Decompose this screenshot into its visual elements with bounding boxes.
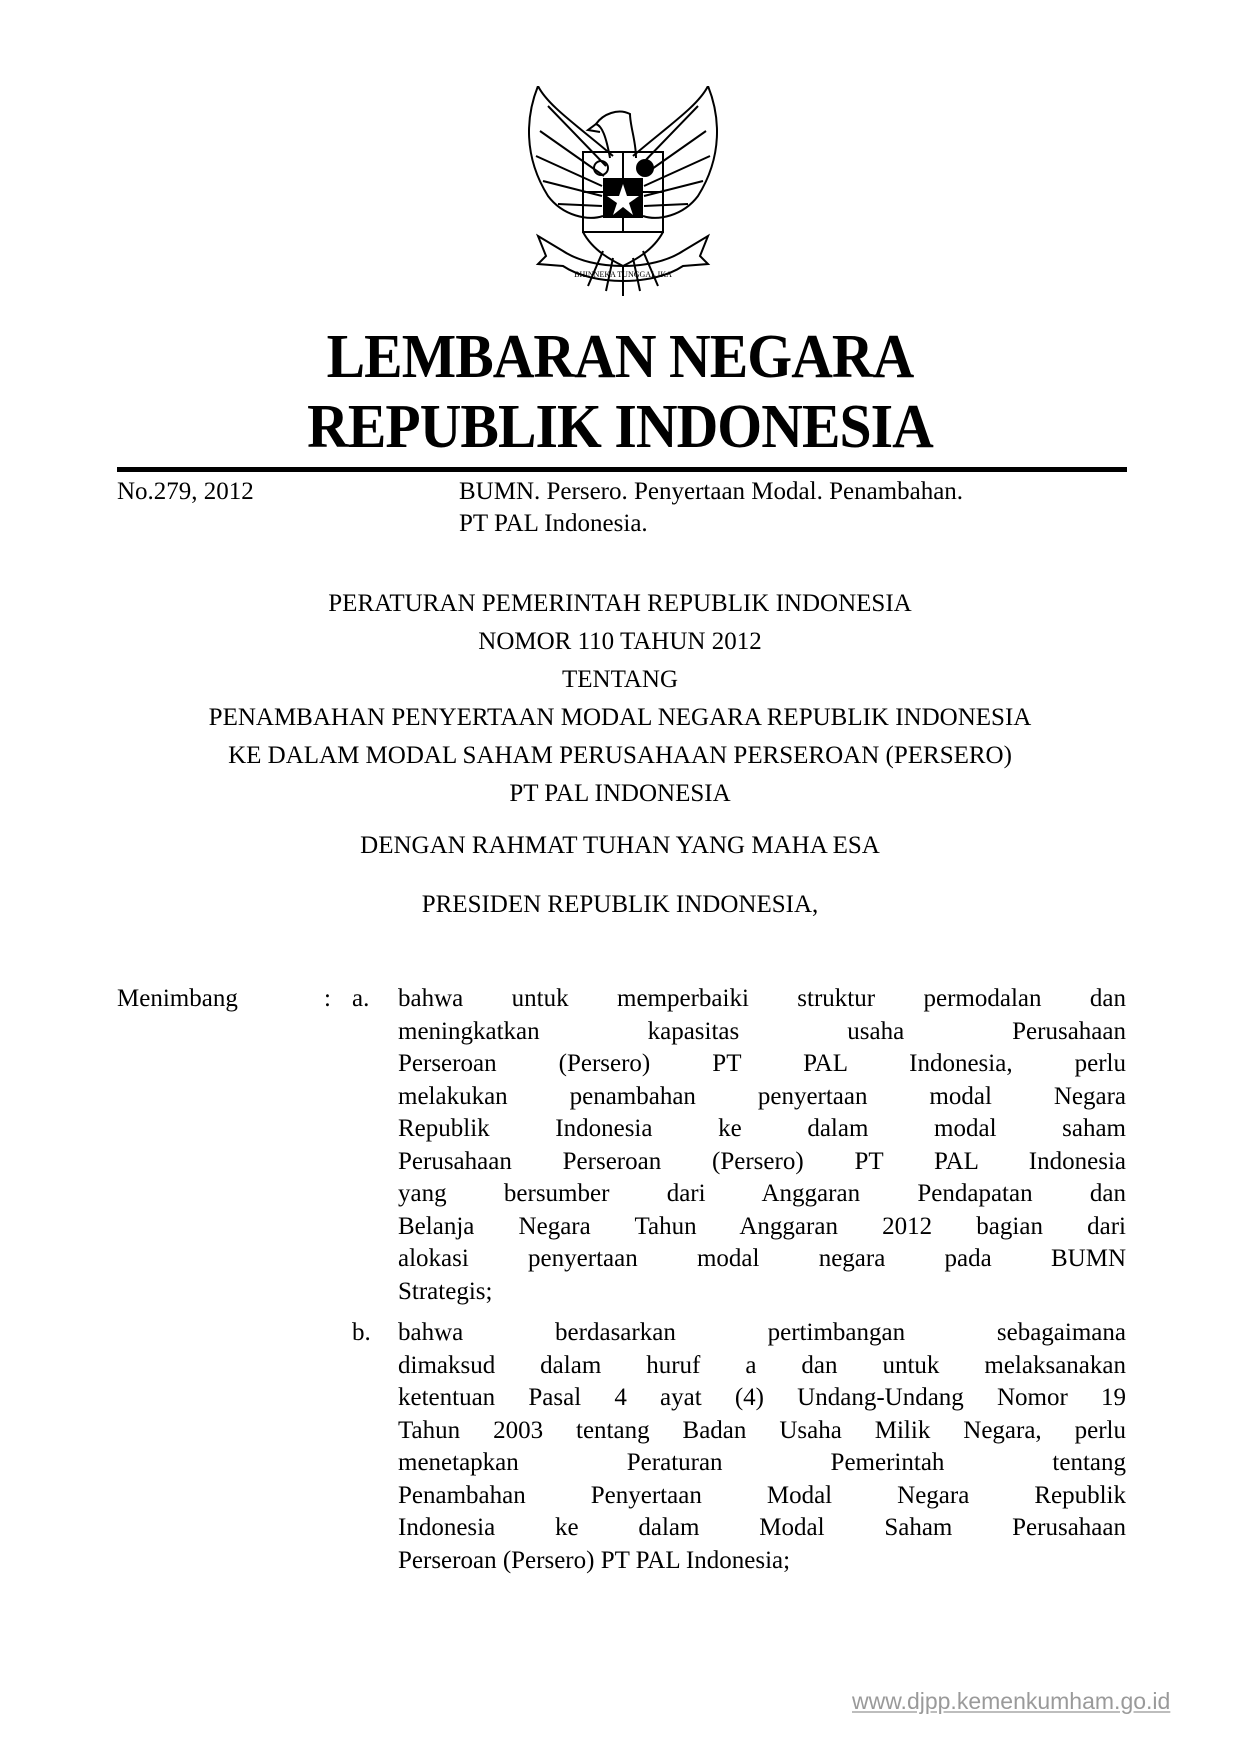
menimbang-item-a (398, 983, 1126, 1308)
text-line: Perseroan (Persero) PT PAL Indonesia; (398, 1546, 791, 1574)
text-line: ketentuan Pasal 4 ayat (4) Undang-Undang Nomor 19 (398, 1384, 1126, 1411)
item-letter-b: b. (352, 1319, 371, 1346)
regulation-subject-line: PENAMBAHAN PENYERTAAN MODAL NEGARA REPUBLIK INDONESIA (208, 704, 1032, 731)
gazette-title-line1: LEMBARAN NEGARA (326, 323, 914, 391)
gazette-number: No.279, 2012 (117, 478, 254, 505)
text-line: Perseroan (Persero) PT PAL Indonesia, perlu (398, 1050, 1126, 1077)
emblem-motto: BHINNEKA TUNGGAL IKA (574, 270, 672, 279)
garuda-emblem-icon (518, 86, 728, 301)
subject-line: PT PAL Indonesia. (459, 510, 648, 537)
text-line: meningkatkan kapasitas usaha Perusahaan (398, 1017, 1126, 1045)
menimbang-item-b (398, 1317, 1126, 1577)
text-line: Republik Indonesia ke dalam modal saham (398, 1115, 1126, 1142)
regulation-subject-line: PT PAL INDONESIA (509, 780, 731, 807)
regulation-subject-line: KE DALAM MODAL SAHAM PERUSAHAAN PERSEROAN (PERSERO) (228, 742, 1012, 769)
text-line: Indonesia ke dalam Modal Saham Perusahaan (398, 1514, 1126, 1541)
text-line: bahwa berdasarkan pertimbangan sebagaimana (398, 1319, 1126, 1346)
text-line: dimaksud dalam huruf a dan untuk melaksanakan (398, 1351, 1126, 1379)
footer-website-link[interactable]: www.djpp.kemenkumham.go.id (852, 1688, 1171, 1714)
regulation-number: NOMOR 110 TAHUN 2012 (478, 628, 762, 655)
regulation-title: PERATURAN PEMERINTAH REPUBLIK INDONESIA (328, 590, 912, 617)
gazette-subject (459, 476, 1139, 540)
menimbang-label: Menimbang (117, 985, 238, 1012)
text-line: melakukan penambahan penyertaan modal Negara (398, 1082, 1126, 1110)
invocation: DENGAN RAHMAT TUHAN YANG MAHA ESA (360, 832, 880, 859)
text-line: Belanja Negara Tahun Anggaran 2012 bagian dari (398, 1212, 1126, 1240)
text-line: Penambahan Penyertaan Modal Negara Republik (398, 1481, 1126, 1509)
text-line: menetapkan Peraturan Pemerintah tentang (398, 1449, 1126, 1476)
gazette-title-line2: REPUBLIK INDONESIA (307, 393, 933, 461)
text-line: alokasi penyertaan modal negara pada BUMN (398, 1245, 1126, 1272)
text-line: Tahun 2003 tentang Badan Usaha Milik Negara, perlu (398, 1416, 1126, 1444)
text-line: bahwa untuk memperbaiki struktur permodalan dan (398, 985, 1126, 1012)
regulation-tentang: TENTANG (561, 666, 679, 693)
item-letter-a: a. (352, 985, 370, 1012)
subject-line: BUMN. Persero. Penyertaan Modal. Penambahan. (459, 478, 964, 505)
text-line: Strategis; (398, 1277, 493, 1305)
text-line: Perusahaan Perseroan (Persero) PT PAL Indonesia (398, 1147, 1126, 1175)
title-divider (117, 467, 1127, 472)
text-line: yang bersumber dari Anggaran Pendapatan dan (398, 1180, 1126, 1207)
menimbang-colon: : (324, 985, 331, 1012)
regulation-heading (0, 588, 1240, 816)
issuer: PRESIDEN REPUBLIK INDONESIA, (421, 891, 819, 918)
